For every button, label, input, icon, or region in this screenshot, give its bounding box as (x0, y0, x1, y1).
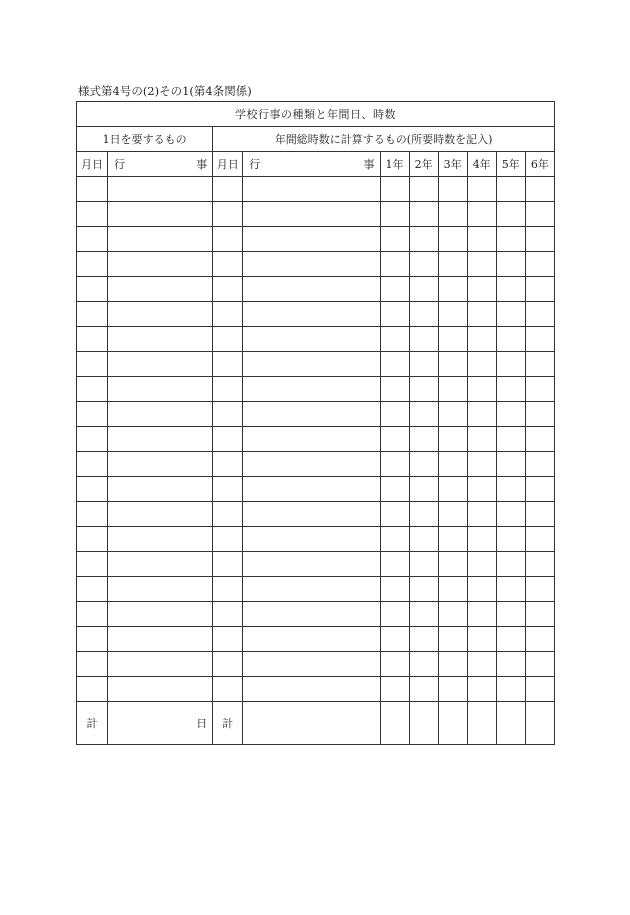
grade-4-cell[interactable] (467, 327, 496, 352)
grade-2-cell[interactable] (409, 452, 438, 477)
grade-5-cell[interactable] (496, 652, 525, 677)
form-number-label: 様式第4号の(2)その1(第4条関係) (78, 84, 252, 98)
grade-2-cell[interactable] (409, 477, 438, 502)
grade-3-cell[interactable] (438, 552, 467, 577)
grade-6-cell[interactable] (525, 302, 554, 327)
table-row (77, 552, 555, 577)
annual-event-cell[interactable] (243, 377, 380, 402)
annual-date-cell[interactable] (213, 252, 243, 277)
annual-event-cell[interactable] (243, 177, 380, 202)
table-title: 学校行事の種類と年間日、時数 (77, 102, 555, 127)
grade-2-cell[interactable] (409, 527, 438, 552)
annual-date-cell[interactable] (213, 652, 243, 677)
grade-2-cell[interactable] (409, 302, 438, 327)
event-cell[interactable] (108, 552, 213, 577)
grade-2-cell[interactable] (409, 252, 438, 277)
annual-event-cell[interactable] (243, 677, 380, 702)
date-cell[interactable] (77, 177, 108, 202)
annual-date-cell[interactable] (213, 302, 243, 327)
event-cell[interactable] (108, 527, 213, 552)
grade-2-cell[interactable] (409, 277, 438, 302)
event-cell[interactable] (108, 252, 213, 277)
annual-event-cell[interactable] (243, 452, 380, 477)
table-row (77, 252, 555, 277)
annual-date-cell[interactable] (213, 627, 243, 652)
grade-1-cell[interactable] (380, 477, 409, 502)
date-cell[interactable] (77, 402, 108, 427)
grade-5-cell[interactable] (496, 452, 525, 477)
grade-6-cell[interactable] (525, 352, 554, 377)
event-cell[interactable] (108, 302, 213, 327)
annual-event-cell[interactable] (243, 402, 380, 427)
grade-1-cell[interactable] (380, 502, 409, 527)
grade-1-cell[interactable] (380, 402, 409, 427)
grade-4-cell[interactable] (467, 377, 496, 402)
grade-6-cell[interactable] (525, 177, 554, 202)
annual-event-cell[interactable] (243, 252, 380, 277)
grade-6-cell[interactable] (525, 402, 554, 427)
date-cell[interactable] (77, 227, 108, 252)
table-row (77, 577, 555, 602)
total-grade-3-cell[interactable] (438, 702, 467, 745)
grade-5-cell[interactable] (496, 202, 525, 227)
grade-2-cell[interactable] (409, 327, 438, 352)
grade-1-cell[interactable] (380, 252, 409, 277)
grade-4-cell[interactable] (467, 452, 496, 477)
date-cell[interactable] (77, 427, 108, 452)
grade-6-cell[interactable] (525, 552, 554, 577)
grade-2-cell[interactable] (409, 652, 438, 677)
date-cell[interactable] (77, 502, 108, 527)
total-annual-event-cell[interactable] (243, 702, 380, 745)
annual-event-cell[interactable] (243, 627, 380, 652)
total-grade-4-cell[interactable] (467, 702, 496, 745)
date-cell[interactable] (77, 452, 108, 477)
date-column-header: 月日 (77, 152, 108, 177)
grade-3-cell[interactable] (438, 577, 467, 602)
table-row (77, 677, 555, 702)
total-grade-2-cell[interactable] (409, 702, 438, 745)
annual-hours-events-header: 年間総時数に計算するもの(所要時数を記入) (213, 127, 555, 152)
grade-6-cell[interactable] (525, 327, 554, 352)
grade-1-cell[interactable] (380, 327, 409, 352)
event-cell[interactable] (108, 377, 213, 402)
grade-2-cell[interactable] (409, 427, 438, 452)
event-cell[interactable] (108, 427, 213, 452)
annual-date-cell[interactable] (213, 277, 243, 302)
grade-5-cell[interactable] (496, 327, 525, 352)
grade-2-cell[interactable] (409, 177, 438, 202)
grade-3-cell[interactable] (438, 277, 467, 302)
annual-event-cell[interactable] (243, 277, 380, 302)
annual-event-cell[interactable] (243, 502, 380, 527)
date-cell[interactable] (77, 277, 108, 302)
grade-6-cell[interactable] (525, 677, 554, 702)
grade-1-cell[interactable] (380, 227, 409, 252)
table-row (77, 452, 555, 477)
grade-5-cell[interactable] (496, 252, 525, 277)
grade-1-cell[interactable] (380, 577, 409, 602)
grade-6-cell[interactable] (525, 652, 554, 677)
table-row (77, 527, 555, 552)
annual-date-cell[interactable] (213, 202, 243, 227)
annual-date-cell[interactable] (213, 402, 243, 427)
date-cell[interactable] (77, 352, 108, 377)
grade-4-cell[interactable] (467, 402, 496, 427)
event-cell[interactable] (108, 452, 213, 477)
grade-6-cell[interactable] (525, 627, 554, 652)
grade-5-cell[interactable] (496, 477, 525, 502)
event-cell[interactable] (108, 677, 213, 702)
event-cell[interactable] (108, 652, 213, 677)
grade-5-cell[interactable] (496, 552, 525, 577)
grade-6-cell[interactable] (525, 427, 554, 452)
annual-date-cell[interactable] (213, 577, 243, 602)
grade-5-cell[interactable] (496, 277, 525, 302)
grade-1-cell[interactable] (380, 552, 409, 577)
table-row (77, 502, 555, 527)
grade-6-cell[interactable] (525, 252, 554, 277)
table-row (77, 627, 555, 652)
table-row (77, 352, 555, 377)
grade-2-header: 2年 (409, 152, 438, 177)
date-cell[interactable] (77, 627, 108, 652)
table-row (77, 227, 555, 252)
table-row (77, 302, 555, 327)
grade-6-cell[interactable] (525, 377, 554, 402)
grade-1-cell[interactable] (380, 427, 409, 452)
grade-6-cell[interactable] (525, 477, 554, 502)
date-cell[interactable] (77, 677, 108, 702)
annual-date-cell[interactable] (213, 227, 243, 252)
grade-1-cell[interactable] (380, 302, 409, 327)
grade-4-cell[interactable] (467, 627, 496, 652)
table-row (77, 377, 555, 402)
grade-4-cell[interactable] (467, 202, 496, 227)
table-row (77, 477, 555, 502)
grade-3-header: 3年 (438, 152, 467, 177)
grade-3-cell[interactable] (438, 302, 467, 327)
annual-date-cell[interactable] (213, 502, 243, 527)
grade-1-cell[interactable] (380, 352, 409, 377)
grade-3-cell[interactable] (438, 227, 467, 252)
annual-date-cell[interactable] (213, 477, 243, 502)
table-row (77, 602, 555, 627)
grade-1-cell[interactable] (380, 602, 409, 627)
grade-1-cell[interactable] (380, 627, 409, 652)
annual-date-cell[interactable] (213, 552, 243, 577)
grade-3-cell[interactable] (438, 527, 467, 552)
event-cell[interactable] (108, 627, 213, 652)
annual-date-cell[interactable] (213, 177, 243, 202)
date-column-header-annual: 月日 (213, 152, 243, 177)
grade-4-cell[interactable] (467, 502, 496, 527)
event-column-header-annual (243, 152, 380, 177)
table-row (77, 402, 555, 427)
event-cell[interactable] (108, 277, 213, 302)
grade-2-cell[interactable] (409, 677, 438, 702)
date-cell[interactable] (77, 652, 108, 677)
grade-6-header: 6年 (525, 152, 554, 177)
school-events-table (76, 101, 555, 745)
grade-1-cell[interactable] (380, 177, 409, 202)
grade-5-cell[interactable] (496, 227, 525, 252)
grade-3-cell[interactable] (438, 352, 467, 377)
date-cell[interactable] (77, 577, 108, 602)
grade-4-cell[interactable] (467, 352, 496, 377)
date-cell[interactable] (77, 552, 108, 577)
grade-2-cell[interactable] (409, 227, 438, 252)
grade-3-cell[interactable] (438, 202, 467, 227)
grade-3-cell[interactable] (438, 677, 467, 702)
date-cell[interactable] (77, 377, 108, 402)
grade-1-cell[interactable] (380, 527, 409, 552)
grade-4-cell[interactable] (467, 277, 496, 302)
date-cell[interactable] (77, 202, 108, 227)
grade-6-cell[interactable] (525, 527, 554, 552)
annual-event-cell[interactable] (243, 302, 380, 327)
grade-4-cell[interactable] (467, 552, 496, 577)
grade-5-cell[interactable] (496, 352, 525, 377)
grade-4-cell[interactable] (467, 252, 496, 277)
annual-event-cell[interactable] (243, 477, 380, 502)
grade-6-cell[interactable] (525, 577, 554, 602)
total-grade-5-cell[interactable] (496, 702, 525, 745)
grade-6-cell[interactable] (525, 277, 554, 302)
date-cell[interactable] (77, 252, 108, 277)
grade-5-cell[interactable] (496, 502, 525, 527)
grade-6-cell[interactable] (525, 452, 554, 477)
grade-4-cell[interactable] (467, 477, 496, 502)
event-cell[interactable] (108, 177, 213, 202)
grade-5-cell[interactable] (496, 177, 525, 202)
grade-6-cell[interactable] (525, 227, 554, 252)
event-cell[interactable] (108, 577, 213, 602)
annual-date-cell[interactable] (213, 677, 243, 702)
grade-2-cell[interactable] (409, 552, 438, 577)
event-header-left: 行 (114, 158, 126, 171)
annual-date-cell[interactable] (213, 327, 243, 352)
grade-5-cell[interactable] (496, 577, 525, 602)
grade-4-cell[interactable] (467, 427, 496, 452)
annual-event-cell[interactable] (243, 227, 380, 252)
table-row (77, 177, 555, 202)
grade-1-cell[interactable] (380, 452, 409, 477)
event-header-left: 行 (249, 158, 261, 171)
grade-5-cell[interactable] (496, 627, 525, 652)
date-cell[interactable] (77, 302, 108, 327)
annual-event-cell[interactable] (243, 352, 380, 377)
grade-4-cell[interactable] (467, 227, 496, 252)
grade-3-cell[interactable] (438, 602, 467, 627)
grade-3-cell[interactable] (438, 252, 467, 277)
date-cell[interactable] (77, 327, 108, 352)
grade-3-cell[interactable] (438, 327, 467, 352)
grade-4-cell[interactable] (467, 602, 496, 627)
table-row (77, 652, 555, 677)
grade-4-header: 4年 (467, 152, 496, 177)
grade-5-cell[interactable] (496, 402, 525, 427)
annual-date-cell[interactable] (213, 377, 243, 402)
grade-2-cell[interactable] (409, 502, 438, 527)
grade-3-cell[interactable] (438, 177, 467, 202)
grade-5-cell[interactable] (496, 527, 525, 552)
annual-date-cell[interactable] (213, 602, 243, 627)
grade-2-cell[interactable] (409, 352, 438, 377)
annual-event-cell[interactable] (243, 577, 380, 602)
event-cell[interactable] (108, 327, 213, 352)
annual-event-cell[interactable] (243, 202, 380, 227)
event-header-right: 事 (363, 158, 375, 171)
annual-event-cell[interactable] (243, 327, 380, 352)
days-unit-label: 日 (196, 717, 208, 730)
grade-5-cell[interactable] (496, 677, 525, 702)
grade-1-cell[interactable] (380, 677, 409, 702)
grade-2-cell[interactable] (409, 402, 438, 427)
grade-3-cell[interactable] (438, 652, 467, 677)
event-cell[interactable] (108, 402, 213, 427)
grade-3-cell[interactable] (438, 402, 467, 427)
grade-3-cell[interactable] (438, 502, 467, 527)
event-cell[interactable] (108, 202, 213, 227)
event-cell[interactable] (108, 227, 213, 252)
grade-4-cell[interactable] (467, 577, 496, 602)
grade-6-cell[interactable] (525, 602, 554, 627)
grade-6-cell[interactable] (525, 202, 554, 227)
annual-date-cell[interactable] (213, 352, 243, 377)
grade-4-cell[interactable] (467, 652, 496, 677)
table-row (77, 327, 555, 352)
grade-1-cell[interactable] (380, 277, 409, 302)
total-label: 計 (77, 702, 108, 745)
date-cell[interactable] (77, 477, 108, 502)
grade-3-cell[interactable] (438, 452, 467, 477)
total-grade-6-cell[interactable] (525, 702, 554, 745)
annual-event-cell[interactable] (243, 552, 380, 577)
table-row (77, 427, 555, 452)
grade-1-cell[interactable] (380, 652, 409, 677)
event-cell[interactable] (108, 477, 213, 502)
grade-5-header: 5年 (496, 152, 525, 177)
annual-event-cell[interactable] (243, 602, 380, 627)
one-day-events-header: 1日を要するもの (77, 127, 213, 152)
annual-date-cell[interactable] (213, 452, 243, 477)
event-cell[interactable] (108, 602, 213, 627)
total-grade-1-cell[interactable] (380, 702, 409, 745)
grade-3-cell[interactable] (438, 427, 467, 452)
grade-5-cell[interactable] (496, 602, 525, 627)
grade-1-cell[interactable] (380, 377, 409, 402)
grade-4-cell[interactable] (467, 527, 496, 552)
table-row (77, 277, 555, 302)
grade-1-header: 1年 (380, 152, 409, 177)
grade-3-cell[interactable] (438, 377, 467, 402)
event-cell[interactable] (108, 352, 213, 377)
grade-2-cell[interactable] (409, 377, 438, 402)
annual-event-cell[interactable] (243, 527, 380, 552)
grade-3-cell[interactable] (438, 477, 467, 502)
grade-5-cell[interactable] (496, 377, 525, 402)
total-days-cell[interactable] (108, 702, 213, 745)
grade-4-cell[interactable] (467, 677, 496, 702)
grade-5-cell[interactable] (496, 302, 525, 327)
grade-2-cell[interactable] (409, 602, 438, 627)
grade-4-cell[interactable] (467, 177, 496, 202)
annual-date-cell[interactable] (213, 527, 243, 552)
grade-2-cell[interactable] (409, 577, 438, 602)
annual-event-cell[interactable] (243, 652, 380, 677)
date-cell[interactable] (77, 602, 108, 627)
grade-2-cell[interactable] (409, 202, 438, 227)
event-cell[interactable] (108, 502, 213, 527)
grade-6-cell[interactable] (525, 502, 554, 527)
event-header-right: 事 (196, 158, 208, 171)
grade-3-cell[interactable] (438, 627, 467, 652)
grade-1-cell[interactable] (380, 202, 409, 227)
date-cell[interactable] (77, 527, 108, 552)
annual-date-cell[interactable] (213, 427, 243, 452)
total-label-annual: 計 (213, 702, 243, 745)
annual-event-cell[interactable] (243, 427, 380, 452)
grade-4-cell[interactable] (467, 302, 496, 327)
table-row (77, 202, 555, 227)
grade-2-cell[interactable] (409, 627, 438, 652)
event-column-header (108, 152, 213, 177)
grade-5-cell[interactable] (496, 427, 525, 452)
